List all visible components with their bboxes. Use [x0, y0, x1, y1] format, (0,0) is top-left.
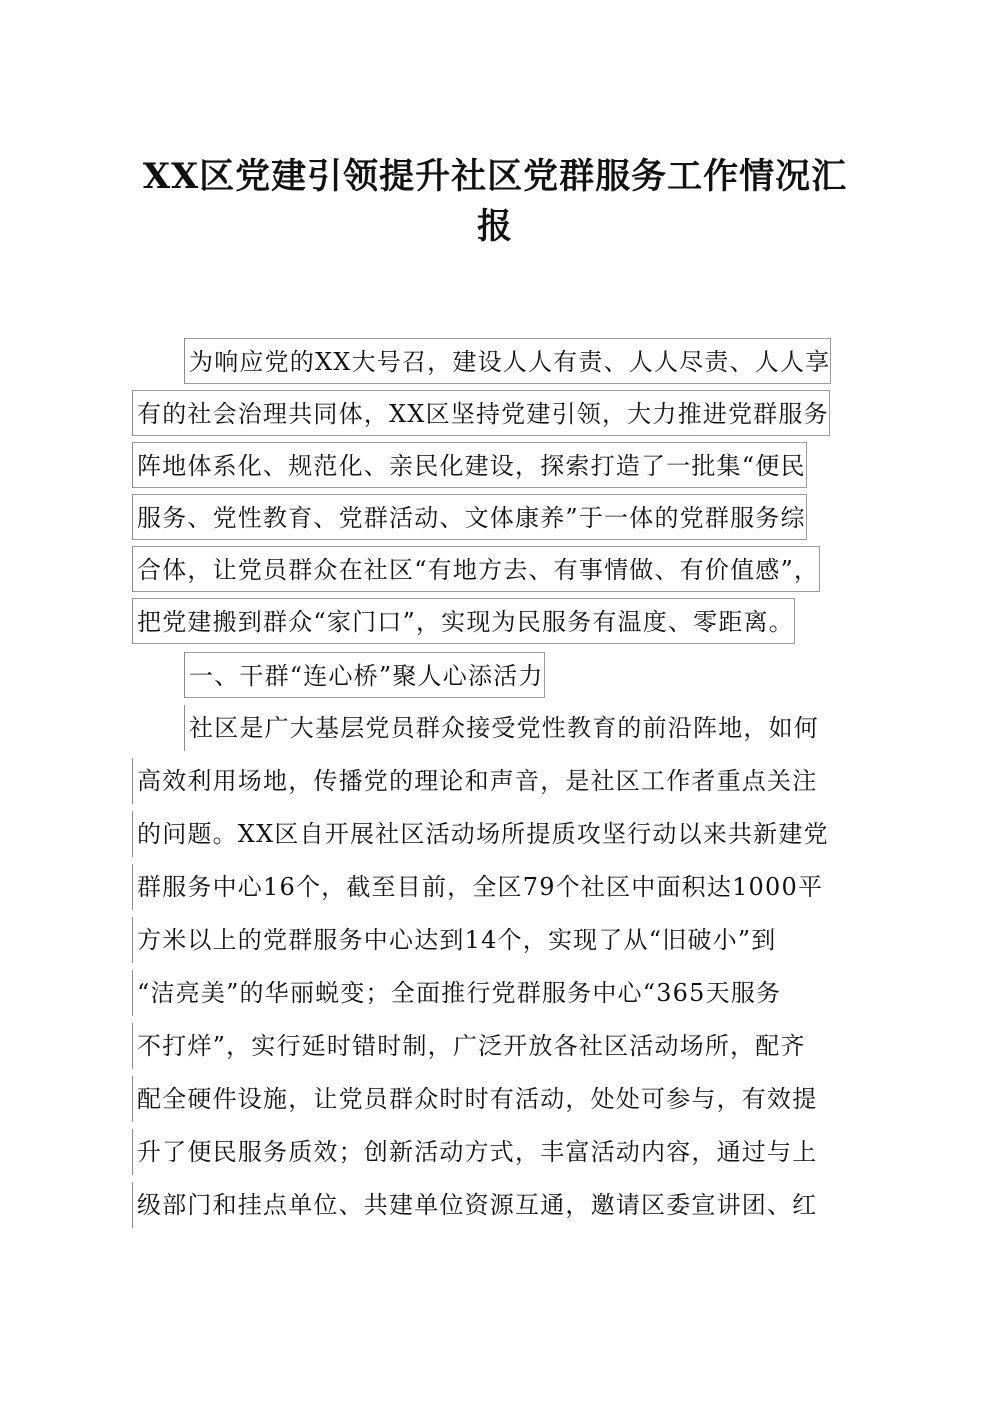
document-title-line-2: 报 [476, 206, 513, 247]
intro-line-2: 有的社会治理共同体，XX区坚持党建引领，大力推进党群服务 [132, 390, 830, 436]
section-line-10: 级部门和挂点单位、共建单位资源互通，邀请区委宣讲团、红 [132, 1182, 817, 1228]
section-line-4: 群服务中心16个，截至目前，全区79个社区中面积达1000平 [132, 864, 823, 910]
section-line-1: 社区是广大基层党员群众接受党性教育的前沿阵地，如何 [184, 705, 819, 751]
section-line-2: 高效利用场地，传播党的理论和声音，是社区工作者重点关注 [132, 758, 817, 804]
intro-line-6: 把党建搬到群众“家门口”，实现为民服务有温度、零距离。 [132, 598, 795, 644]
section-heading: 一、干群“连心桥”聚人心添活力 [184, 652, 545, 698]
section-line-5: 方米以上的党群服务中心达到14个，实现了从“旧破小”到 [132, 917, 776, 963]
section-line-9: 升了便民服务质效；创新活动方式，丰富活动内容，通过与上 [132, 1129, 817, 1175]
intro-line-4: 服务、党性教育、党群活动、文体康养”于一体的党群服务综 [132, 494, 807, 540]
section-line-6: “洁亮美”的华丽蜕变；全面推行党群服务中心“365天服务 [132, 970, 781, 1016]
section-line-8: 配全硬件设施，让党员群众时时有活动，处处可参与，有效提 [132, 1076, 817, 1122]
section-line-7: 不打烊”，实行延时错时制，广泛开放各社区活动场所，配齐 [132, 1023, 806, 1069]
intro-line-1: 为响应党的XX大号召，建设人人有责、人人尽责、人人享 [184, 338, 831, 384]
section-line-3: 的问题。XX区自开展社区活动场所提质攻坚行动以来共新建党 [132, 811, 829, 857]
intro-line-3: 阵地体系化、规范化、亲民化建设，探索打造了一批集“便民 [132, 442, 807, 488]
intro-line-5: 合体，让党员群众在社区“有地方去、有事情做、有价值感”， [132, 546, 820, 592]
document-title-line-1: XX区党建引领提升社区党群服务工作情况汇 [142, 156, 848, 197]
